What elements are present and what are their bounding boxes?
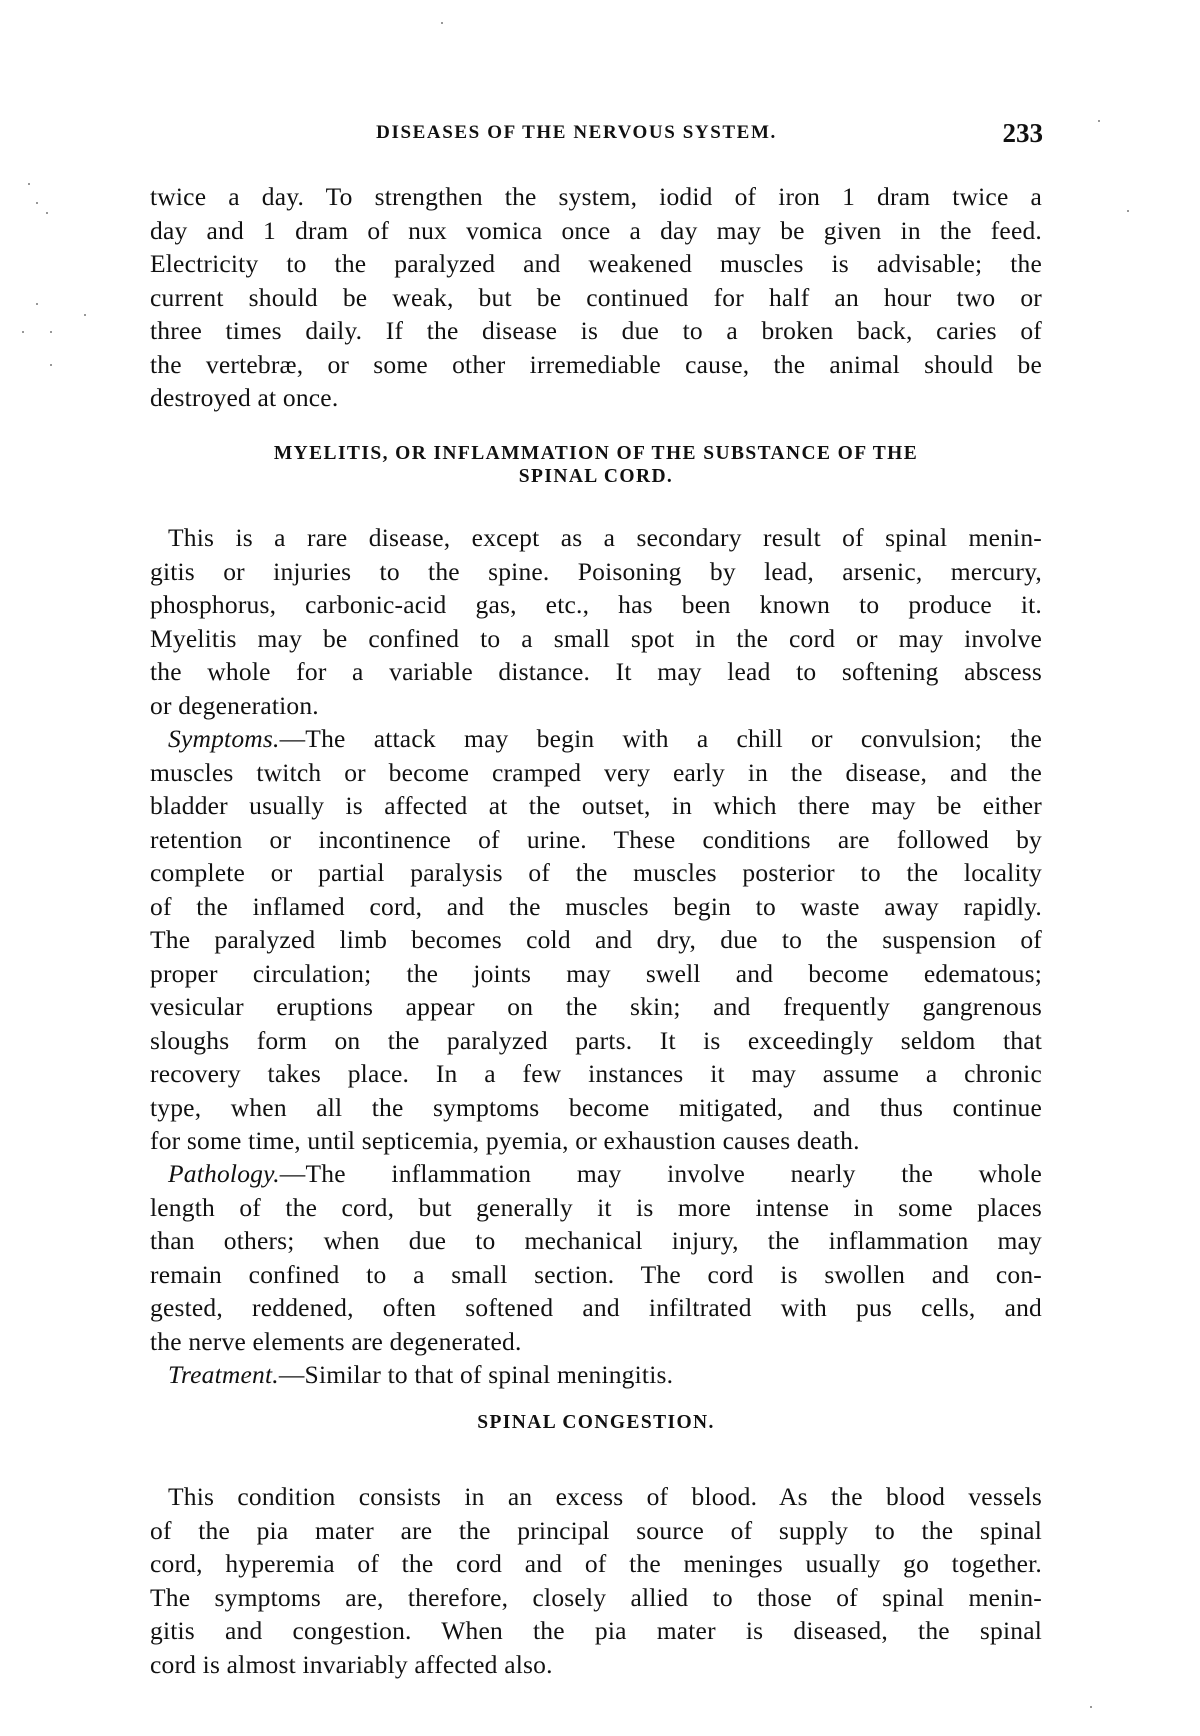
text-run: —Similar to that of spinal meningitis. bbox=[278, 1360, 674, 1389]
text-line: cord is almost invariably affected also. bbox=[150, 1649, 553, 1679]
heading-line: MYELITIS, OR INFLAMMATION OF THE SUBSTANCE OF THE bbox=[273, 443, 919, 464]
text-line: cord, hyperemia of the cord and of the meninges usually go together. bbox=[150, 1549, 1042, 1578]
text-line: the whole for a variable distance. It may lead to softening abscess bbox=[150, 657, 1042, 686]
text-line: The paralyzed limb becomes cold and dry, due to the suspension of bbox=[150, 925, 1042, 954]
paragraph-myelitis-intro bbox=[150, 521, 1042, 722]
running-title: DISEASES OF THE NERVOUS SYSTEM. bbox=[376, 122, 777, 143]
treatment-label: Treatment. bbox=[168, 1360, 279, 1389]
text-line: the vertebræ, or some other irremediable cause, the animal should be bbox=[150, 349, 1042, 379]
text-line: the nerve elements are degenerated. bbox=[150, 1326, 522, 1356]
symptoms-label: Symptoms. bbox=[168, 724, 280, 753]
text-line: complete or partial paralysis of the muscles posterior to the locality bbox=[150, 858, 1042, 887]
text-line bbox=[150, 1157, 1042, 1191]
text-line: or degeneration. bbox=[150, 690, 319, 720]
text-line: This condition consists in an excess of blood. As the blood vessels bbox=[168, 1482, 1042, 1511]
page-number: 233 bbox=[1002, 118, 1043, 148]
heading-line: SPINAL CONGESTION. bbox=[477, 1412, 715, 1433]
text-line: vesicular eruptions appear on the skin; and frequently gangrenous bbox=[150, 992, 1042, 1021]
text-line: bladder usually is affected at the outset, in which there may be either bbox=[150, 791, 1042, 820]
scan-speck bbox=[441, 22, 443, 24]
text-line: The symptoms are, therefore, closely allied to those of spinal menin- bbox=[150, 1582, 1042, 1612]
paragraph-pathology bbox=[150, 1157, 1042, 1392]
scan-speck bbox=[28, 183, 30, 185]
text-line bbox=[150, 1358, 1042, 1392]
text-line: three times daily. If the disease is due to a broken back, caries of bbox=[150, 316, 1042, 345]
section-heading-congestion bbox=[150, 1411, 1042, 1434]
text-line: recovery takes place. In a few instances it may assume a chronic bbox=[150, 1059, 1042, 1088]
text-line: destroyed at once. bbox=[150, 383, 339, 412]
scan-speck bbox=[1127, 210, 1129, 212]
scan-speck bbox=[36, 202, 38, 204]
text-line: sloughs form on the paralyzed parts. It is exceedingly seldom that bbox=[150, 1025, 1042, 1055]
text-line: twice a day. To strengthen the system, iodid of iron 1 dram twice a bbox=[150, 182, 1042, 211]
text-run: —The attack may begin with a chill or convulsion; the bbox=[279, 724, 1042, 753]
text-line: This is a rare disease, except as a secondary result of spinal menin- bbox=[168, 523, 1042, 552]
text-line bbox=[150, 722, 1042, 756]
text-line: muscles twitch or become cramped very early in the disease, and the bbox=[150, 757, 1042, 787]
text-line: type, when all the symptoms become mitigated, and thus continue bbox=[150, 1092, 1042, 1122]
text-line: current should be weak, but be continued for half an hour two or bbox=[150, 282, 1042, 312]
text-line: gitis and congestion. When the pia mater is diseased, the spinal bbox=[150, 1616, 1042, 1645]
text-line: remain confined to a small section. The cord is swollen and con- bbox=[150, 1259, 1042, 1289]
text-run: —The inflammation may involve nearly the whole bbox=[279, 1159, 1042, 1188]
scan-speck bbox=[50, 331, 52, 333]
scan-speck bbox=[46, 212, 48, 214]
paragraph-congestion bbox=[150, 1480, 1042, 1681]
running-head bbox=[150, 118, 1043, 152]
text-line: Myelitis may be confined to a small spot in the cord or may involve bbox=[150, 623, 1042, 653]
text-line: phosphorus, carbonic-acid gas, etc., has been known to produce it. bbox=[150, 590, 1042, 619]
scan-speck bbox=[1090, 1706, 1092, 1708]
text-line: than others; when due to mechanical injury, the inflammation may bbox=[150, 1226, 1042, 1255]
text-line: of the pia mater are the principal source of supply to the spinal bbox=[150, 1515, 1042, 1545]
scan-speck bbox=[22, 331, 24, 333]
text-line: of the inflamed cord, and the muscles begin to waste away rapidly. bbox=[150, 891, 1042, 921]
scan-speck bbox=[36, 303, 38, 305]
text-line: gitis or injuries to the spine. Poisoning by lead, arsenic, mercury, bbox=[150, 556, 1042, 586]
text-line: gested, reddened, often softened and infiltrated with pus cells, and bbox=[150, 1293, 1042, 1322]
scan-speck bbox=[1098, 120, 1100, 122]
heading-line: SPINAL CORD. bbox=[518, 466, 674, 487]
scan-speck bbox=[84, 314, 86, 316]
text-line: retention or incontinence of urine. These conditions are followed by bbox=[150, 824, 1042, 854]
text-line: Electricity to the paralyzed and weakened muscles is advisable; the bbox=[150, 249, 1042, 278]
text-line: day and 1 dram of nux vomica once a day may be given in the feed. bbox=[150, 215, 1042, 245]
text-line: length of the cord, but generally it is more intense in some places bbox=[150, 1192, 1042, 1222]
paragraph-continuation bbox=[150, 180, 1042, 415]
scan-speck bbox=[50, 364, 52, 366]
text-line: for some time, until septicemia, pyemia, or exhaustion causes death. bbox=[150, 1126, 860, 1155]
text-line: proper circulation; the joints may swell and become edematous; bbox=[150, 958, 1042, 988]
pathology-label: Pathology. bbox=[168, 1159, 280, 1188]
paragraph-symptoms bbox=[150, 722, 1042, 1158]
section-heading-myelitis bbox=[150, 442, 1042, 488]
